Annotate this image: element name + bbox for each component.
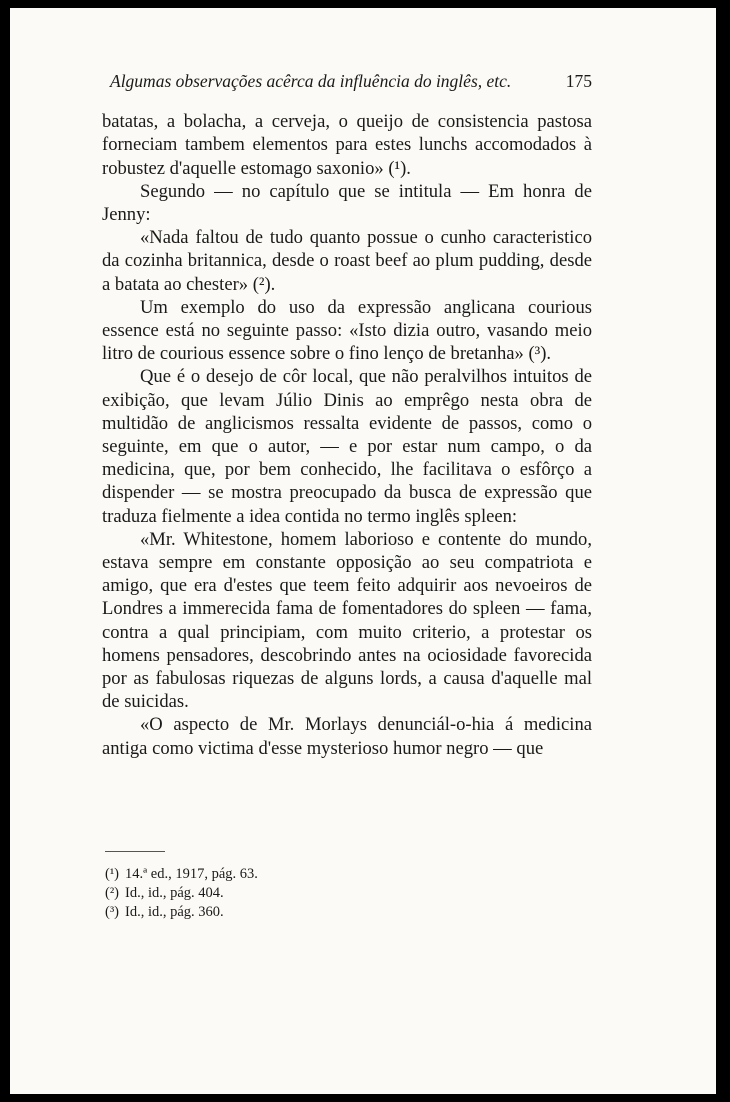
footnote-text: Id., id., pág. 404.	[125, 885, 224, 901]
footnote	[105, 865, 405, 884]
footnote-text: Id., id., pág. 360.	[125, 904, 224, 920]
footnote-divider	[105, 851, 165, 852]
footnote-text: 14.ª ed., 1917, pág. 63.	[125, 866, 258, 882]
paragraph: «Nada faltou de tudo quanto possue o cunho caracteristico da cozinha britannica, desde o roast beef ao plum pudding, desde a batata ao chester» (²).	[102, 227, 592, 295]
paragraph: «Mr. Whitestone, homem laborioso e contente do mundo, estava sempre em constante opposição ao seu compatriota e amigo, que era d'estes que teem feito adquirir aos nevoeiros de Londres a immerecida fama de fomentadores do spleen — fama, contra a qual principiam, com muito criterio, a protestar os homens pensadores, descobrindo antes na ociosidade favorecida por as fabulosas riquezas de alguns lords, a causa d'aquelle mal de suicidas.	[102, 528, 592, 713]
page-number: 175	[565, 71, 592, 91]
running-title: Algumas observações acêrca da influência do inglês, etc.	[110, 71, 512, 91]
footnotes	[105, 865, 405, 922]
paragraph: «O aspecto de Mr. Morlays denunciál-o-hia á medicina antiga como victima d'esse mysterioso humor negro — que	[102, 714, 592, 759]
paragraph: Segundo — no capítulo que se intitula — Em honra de Jenny:	[102, 180, 592, 226]
paragraph: Que é o desejo de côr local, que não peralvilhos intuitos de exibição, que levam Júlio Dinis ao emprêgo nesta obra de multidão de anglicismos ressalta evidente de passos, como o seguinte, em que o autor, — e por estar num campo, o da medicina, que, por bem conhecido, lhe facilitava o esfôrço a dispender — se mostra preocupado da busca de expressão que traduza fielmente a idea contida no termo inglês spleen:	[102, 366, 592, 527]
footnote-mark: (¹)	[105, 866, 120, 882]
footnote	[105, 884, 405, 903]
footnote-mark: (²)	[105, 885, 120, 901]
footnote	[105, 903, 405, 922]
body-text	[102, 110, 592, 760]
running-header	[102, 70, 592, 93]
book-page	[10, 8, 716, 1094]
page-content	[102, 70, 592, 760]
paragraph: batatas, a bolacha, a cerveja, o queijo de consistencia pastosa forneciam tambem elementos para estes lunchs accomodados à robustez d'aquelle estomago saxonio» (¹).	[102, 111, 592, 179]
footnote-mark: (³)	[105, 904, 120, 920]
paragraph: Um exemplo do uso da expressão anglicana courious essence está no seguinte passo: «Isto dizia outro, vasando meio litro de courious essence sobre o fino lenço de bretanha» (³).	[102, 296, 592, 365]
